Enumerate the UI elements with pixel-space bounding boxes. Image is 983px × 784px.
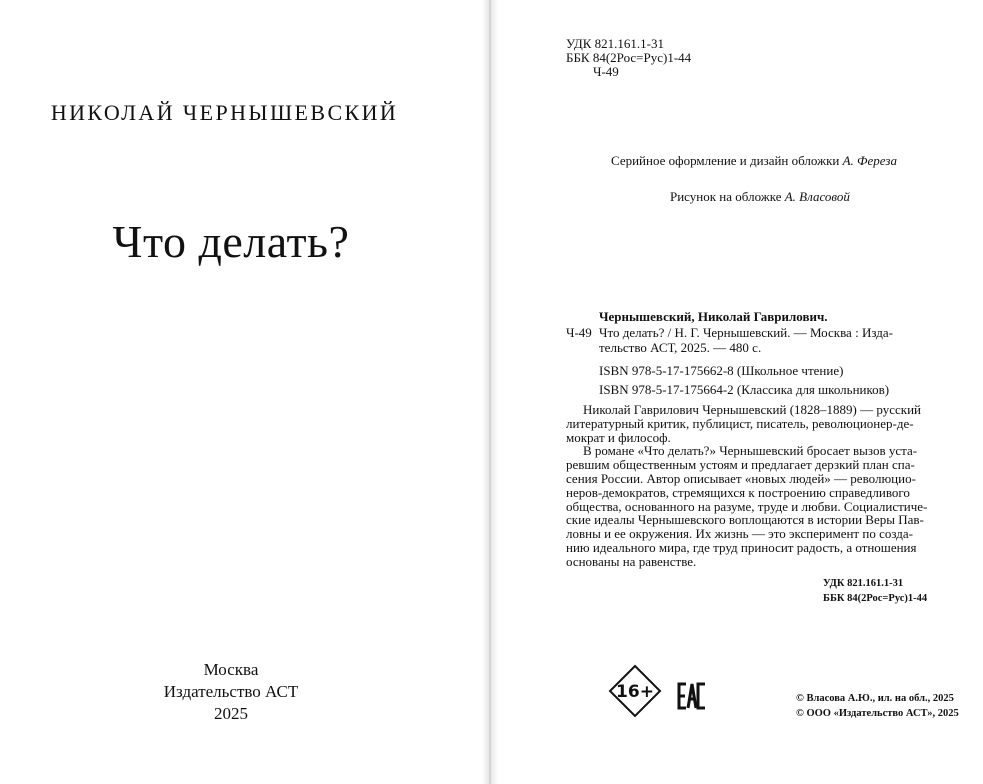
catalog-card bbox=[566, 309, 956, 398]
catalog-author-sign: Ч-49 bbox=[566, 324, 592, 340]
copyright-page-right bbox=[491, 0, 983, 784]
classification-codes-bottom bbox=[823, 576, 927, 606]
isbn-school-reading: ISBN 978-5-17-175662-8 (Школьное чтение) bbox=[599, 362, 844, 378]
abstract-line: литературный критик, публицист, писатель, революционер-де- bbox=[566, 415, 914, 431]
abstract-line: В романе «Что делать?» Чернышевский бросает вызов уста- bbox=[583, 443, 918, 459]
series-design-name: А. Фереза bbox=[842, 153, 897, 168]
copyright-notices bbox=[796, 692, 959, 721]
book-title: Что делать? bbox=[112, 216, 350, 267]
catalog-line: Что делать? / Н. Г. Чернышевский. — Москва : Изда- bbox=[599, 324, 893, 340]
catalog-heading: Чернышевский, Николай Гаврилович. bbox=[599, 309, 828, 324]
abstract-line: общества, основанного на разуме, труде и любви. Социалистиче- bbox=[566, 498, 928, 514]
catalog-line: тельство АСТ, 2025. — 480 с. bbox=[599, 340, 762, 355]
author-sign: Ч-49 bbox=[593, 64, 619, 79]
cover-drawing-credit bbox=[670, 189, 850, 205]
abstract-line: сения России. Автор описывает «новых людей» — революцио- bbox=[566, 470, 916, 486]
abstract-line: ские идеалы Чернышевского воплощаются в истории Веры Пав- bbox=[566, 512, 924, 528]
abstract-line: Николай Гаврилович Чернышевский (1828–1889) — русский bbox=[583, 402, 921, 417]
isbn-classics: ISBN 978-5-17-175664-2 (Классика для школьников) bbox=[599, 382, 890, 397]
udk-code: УДК 821.161.1-31 bbox=[566, 36, 665, 51]
eac-certification-icon bbox=[677, 682, 707, 710]
copyright-publisher: © ООО «Издательство АСТ», 2025 bbox=[796, 707, 959, 719]
bbk-code-bottom: ББК 84(2Рос=Рус)1-44 bbox=[823, 593, 928, 604]
abstract-line: мократ и философ. bbox=[566, 429, 671, 445]
publisher-imprint bbox=[0, 659, 462, 725]
series-design-label: Серийное оформление и дизайн обложки bbox=[611, 153, 840, 168]
cover-drawing-name: А. Власовой bbox=[784, 189, 850, 204]
abstract-line: ревшим общественным устоям и предлагает дерзкий план спа- bbox=[566, 457, 915, 473]
bbk-code: ББК 84(2Рос=Рус)1-44 bbox=[566, 50, 692, 65]
abstract-line: нию идеального мира, где труд приносит радость, а отношения bbox=[566, 539, 917, 555]
copyright-illustrator: © Власова А.Ю., ил. на обл., 2025 bbox=[796, 693, 954, 704]
classification-codes-top bbox=[566, 37, 691, 79]
imprint-city: Москва bbox=[203, 660, 259, 679]
age-rating-text: 16+ bbox=[616, 682, 654, 702]
age-rating-icon bbox=[608, 664, 662, 718]
abstract-line: неров-демократов, стремящихся к построению справедливого bbox=[566, 484, 910, 500]
imprint-publisher: Издательство АСТ bbox=[163, 682, 299, 701]
book-abstract bbox=[566, 403, 956, 569]
abstract-line: основаны на равенстве. bbox=[566, 553, 697, 569]
series-design-credit bbox=[611, 153, 897, 169]
imprint-year: 2025 bbox=[214, 704, 248, 723]
title-page-left bbox=[0, 0, 489, 784]
cover-drawing-label: Рисунок на обложке bbox=[670, 189, 782, 204]
author-name: НИКОЛАЙ ЧЕРНЫШЕВСКИЙ bbox=[50, 100, 399, 125]
catalog-description bbox=[566, 325, 956, 356]
udk-code-bottom: УДК 821.161.1-31 bbox=[823, 578, 904, 589]
book-gutter-shadow bbox=[482, 0, 498, 784]
abstract-line: ловны и ее окружения. Их жизнь — это эксперимент по созда- bbox=[566, 526, 913, 542]
